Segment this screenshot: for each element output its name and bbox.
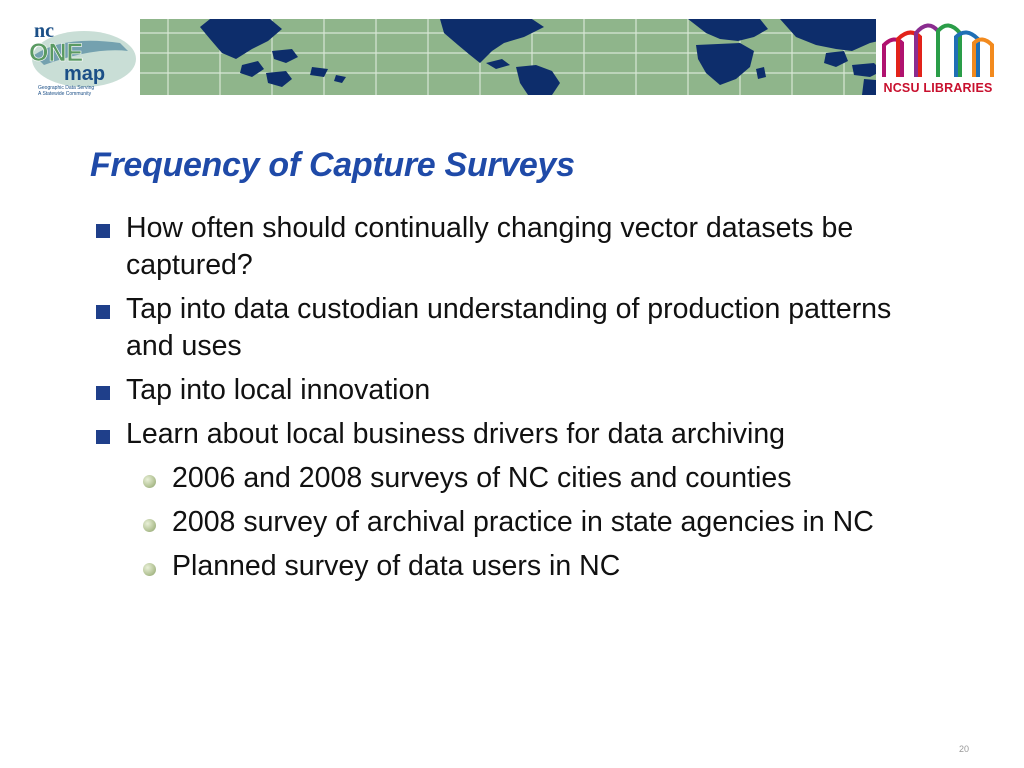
square-bullet-icon <box>96 224 110 238</box>
bullet-text: Tap into local innovation <box>126 374 431 406</box>
page-number: 20 <box>959 744 970 754</box>
square-bullet-icon <box>96 430 110 444</box>
world-map-graphic <box>140 19 896 95</box>
header-banner <box>24 17 1000 97</box>
svg-text:Geographic Data Serving: Geographic Data Serving <box>38 85 95 91</box>
sub-bullet-item <box>96 460 936 497</box>
square-bullet-icon <box>96 386 110 400</box>
sub-bullet-text: 2008 survey of archival practice in state agencies in NC <box>172 506 874 538</box>
square-bullet-icon <box>96 305 110 319</box>
sub-bullet-text: 2006 and 2008 surveys of NC cities and counties <box>172 462 792 494</box>
sub-bullet-item <box>96 504 936 541</box>
slide-title: Frequency of Capture Surveys <box>90 146 575 184</box>
ncsu-libraries-logo <box>876 17 1000 97</box>
nc-onemap-logo-graphic <box>24 17 140 97</box>
round-bullet-icon <box>143 519 156 532</box>
svg-text:nc: nc <box>34 20 54 42</box>
world-map-strip <box>140 19 896 95</box>
bullet-text: How often should continually changing vector datasets be captured? <box>126 212 854 281</box>
nc-onemap-logo <box>24 17 140 97</box>
round-bullet-icon <box>143 475 156 488</box>
ncsu-libraries-graphic <box>876 17 1000 81</box>
bullet-item <box>96 291 936 365</box>
sub-bullet-item <box>96 548 936 585</box>
svg-text:ONE: ONE <box>29 39 84 67</box>
svg-text:map: map <box>64 63 106 85</box>
bullet-list <box>96 210 936 592</box>
bullet-text: Tap into data custodian understanding of production patterns and uses <box>126 293 892 362</box>
svg-text:A Statewide Community: A Statewide Community <box>38 91 92 97</box>
round-bullet-icon <box>143 563 156 576</box>
bullet-item <box>96 210 936 284</box>
ncsu-libraries-label: NCSU LIBRARIES <box>883 81 993 95</box>
sub-bullet-text: Planned survey of data users in NC <box>172 550 621 582</box>
bullet-text: Learn about local business drivers for data archiving <box>126 418 786 450</box>
bullet-item <box>96 372 936 409</box>
bullet-item <box>96 416 936 453</box>
